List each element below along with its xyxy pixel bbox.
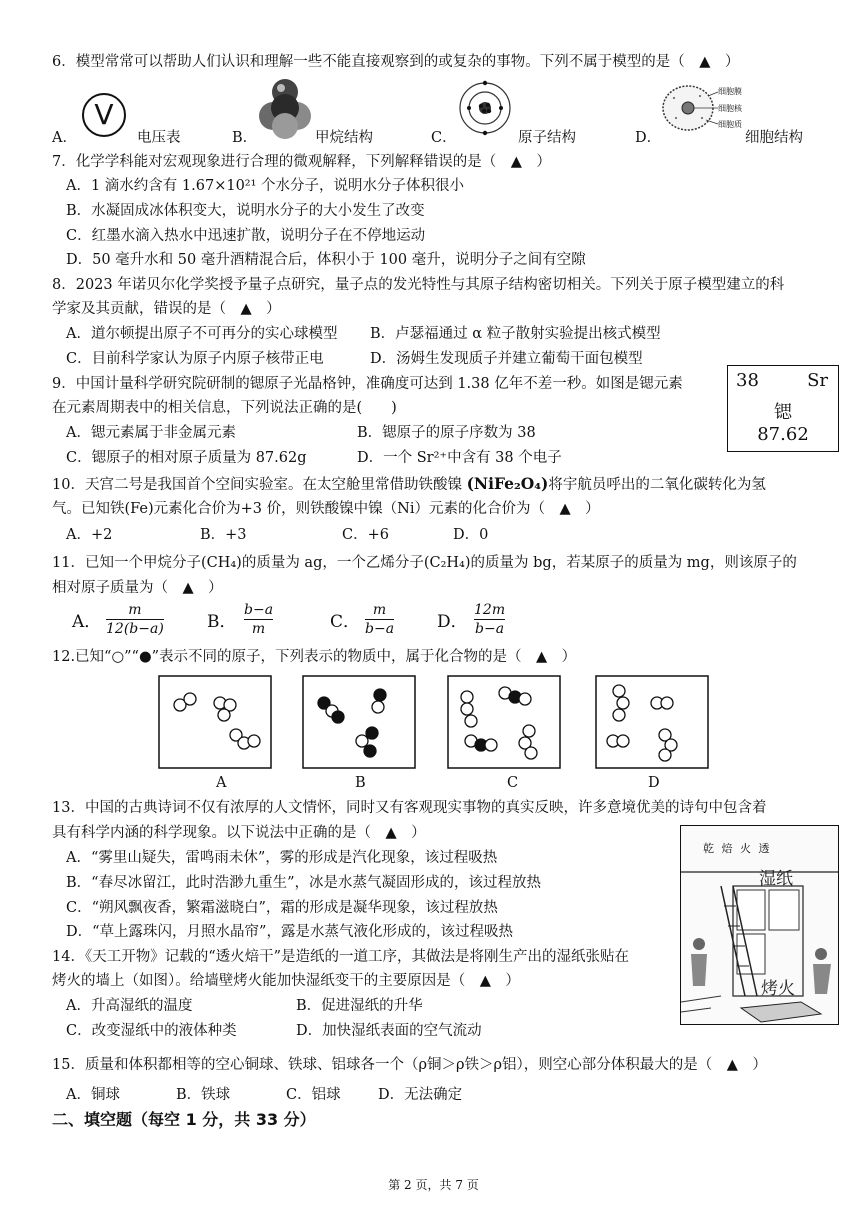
q11-opt-a-denominator: 12(b−a): [106, 621, 164, 637]
illustration-title: 乾 焙 火 透: [703, 842, 772, 855]
q10-stem-line2: 气。已知铁(Fe)元素化合价为+3 价，则铁酸镍中镍（Ni）元素的化合价为（ ▲ ）: [52, 501, 600, 517]
q10-stem-line1: [52, 474, 766, 495]
q14-opt-a: A．升高湿纸的温度: [66, 998, 193, 1014]
q13-opt-b: B．“春尽冰留江，此时浩渺九重生”，冰是水蒸气凝固形成的，该过程放热: [66, 875, 541, 891]
q6-opt-d-letter: D．: [635, 130, 662, 146]
q11-stem-line2: 相对原子质量为（ ▲ ）: [52, 580, 223, 596]
q6-opt-c-letter: C．: [431, 130, 457, 146]
q8-opt-b: B．卢瑟福通过 α 粒子散射实验提出核式模型: [370, 326, 661, 342]
q11-opt-d-fraction: [474, 602, 505, 637]
q12-box-c: [447, 675, 561, 769]
q14-opt-d: D．加快湿纸表面的空气流动: [296, 1023, 482, 1039]
element-name: 锶: [774, 402, 792, 423]
q12-caption-a: A: [216, 775, 227, 791]
q8-stem-line2: 学家及其贡献，错误的是（ ▲ ）: [52, 301, 281, 317]
q6-opt-d-label: 细胞结构: [745, 130, 803, 146]
q15-opt-a: A．铜球: [66, 1087, 120, 1103]
page-footer: 第 2 页，共 7 页: [388, 1178, 479, 1192]
q8-opt-c: C．目前科学家认为原子内原子核带正电: [66, 351, 324, 367]
q8-opt-a: A．道尔顿提出原子不可再分的实心球模型: [66, 326, 338, 342]
q6-stem: 6．模型常常可以帮助人们认识和理解一些不能直接观察到的或复杂的事物。下列不属于模型的是（ ▲ ）: [52, 54, 740, 70]
voltmeter-icon: V: [82, 93, 126, 137]
element-number: 38: [736, 370, 759, 391]
q12-caption-c: C: [507, 775, 519, 791]
q7-opt-a: A．1 滴水约含有 1.67×10²¹ 个水分子，说明水分子体积很小: [66, 178, 465, 194]
q7-opt-c: C．红墨水滴入热水中迅速扩散，说明分子在不停地运动: [66, 228, 426, 244]
q8-stem-line1: 8．2023 年诺贝尔化学奖授予量子点研究，量子点的发光特性与其原子结构密切相关。下列关于原子模型建立的科: [52, 277, 785, 293]
q11-opt-a-fraction: [106, 602, 164, 637]
q10-opt-b: B．+3: [200, 527, 247, 543]
q14-opt-c: C．改变湿纸中的液体种类: [66, 1023, 237, 1039]
paper-drying-illustration: [680, 825, 839, 1025]
element-mass: 87.62: [757, 424, 809, 445]
methane-model-icon: [255, 78, 315, 140]
q9-opt-c: C．锶原子的相对原子质量为 87.62g: [66, 450, 307, 466]
q9-stem-line2: 在元素周期表中的相关信息，下列说法正确的是( ): [52, 400, 397, 416]
section-2-heading: 二、填空题（每空 1 分，共 33 分）: [52, 1110, 316, 1129]
q11-opt-b-fraction: [244, 602, 273, 637]
element-symbol: Sr: [807, 370, 828, 391]
q11-opt-c-denominator: b−a: [365, 621, 395, 637]
q12-caption-d: D: [648, 775, 660, 791]
q13-opt-c: C．“朔风飘夜香，繁霜滋晓白”，霜的形成是凝华现象，该过程放热: [66, 900, 498, 916]
q13-opt-a: A．“雾里山疑失，雷鸣雨未休”，雾的形成是汽化现象，该过程吸热: [66, 850, 498, 866]
q11-opt-b-denominator: m: [251, 621, 266, 637]
q10-formula: (NiFe₂O₄): [466, 474, 549, 493]
q14-stem-line2: 烤火的墙上（如图）。给墙壁烤火能加快湿纸变干的主要原因是（ ▲ ）: [52, 973, 520, 989]
q10-stem-part2: 将宇航员呼出的二氧化碳转化为氢: [548, 477, 766, 493]
q11-opt-a-letter: A．: [72, 612, 102, 632]
cell-membrane-label: 细胞膜: [718, 87, 742, 96]
q15-opt-b: B．铁球: [176, 1087, 231, 1103]
wet-paper-label: 湿纸: [759, 869, 793, 889]
q11-opt-d-denominator: b−a: [475, 621, 505, 637]
fire-label: 烤火: [761, 979, 795, 999]
q7-opt-b: B．水凝固成冰体积变大，说明水分子的大小发生了改变: [66, 203, 425, 219]
q13-stem-line1: 13．中国的古典诗词不仅有浓厚的人文情怀，同时又有客观现实事物的真实反映，许多意境优美的诗句中包含着: [52, 800, 767, 816]
q6-opt-b-letter: B．: [232, 130, 258, 146]
q12-box-b: [302, 675, 416, 769]
q12-box-a: [158, 675, 272, 769]
q11-opt-c-letter: C．: [330, 612, 361, 632]
cell-structure-icon: [660, 82, 720, 134]
q10-opt-c: C．+6: [342, 527, 389, 543]
q11-opt-b-letter: B．: [207, 612, 237, 632]
q11-opt-b-numerator: b−a: [244, 602, 274, 618]
q8-opt-d: D．汤姆生发现质子并建立葡萄干面包模型: [370, 351, 643, 367]
q15-stem: 15．质量和体积都相等的空心铜球、铁球、铝球各一个（ρ铜＞ρ铁＞ρ铝），则空心部分体积最大的是（ ▲ ）: [52, 1057, 767, 1073]
q11-stem-line1: 11．已知一个甲烷分子(CH₄)的质量为 ag，一个乙烯分子(C₂H₄)的质量为 bg，若某原子的质量为 mg，则该原子的: [52, 555, 797, 571]
q7-stem: 7．化学学科能对宏观现象进行合理的微观解释，下列解释错误的是（ ▲ ）: [52, 154, 551, 170]
q9-opt-a: A．锶元素属于非金属元素: [66, 425, 236, 441]
cell-nucleus-label: 细胞核: [718, 104, 742, 113]
q15-opt-c: C．铝球: [286, 1087, 341, 1103]
q11-opt-c-fraction: [365, 602, 394, 637]
q9-opt-d: D．一个 Sr²⁺中含有 38 个电子: [357, 450, 562, 466]
q10-opt-d: D．0: [453, 527, 489, 543]
q11-opt-a-numerator: m: [128, 602, 142, 618]
q15-opt-d: D．无法确定: [378, 1087, 463, 1103]
q11-opt-d-numerator: 12m: [474, 602, 506, 618]
q12-box-d: [595, 675, 709, 769]
q7-opt-d: D．50 毫升水和 50 毫升酒精混合后，体积小于 100 毫升，说明分子之间有空隙: [66, 252, 586, 268]
q10-opt-a: A．+2: [66, 527, 113, 543]
strontium-element-card: [727, 365, 839, 452]
q14-opt-b: B．促进湿纸的升华: [296, 998, 423, 1014]
cytoplasm-label: 细胞质: [718, 120, 742, 129]
q12-stem: 12.已知“○”“●”表示不同的原子，下列表示的物质中，属于化合物的是（ ▲ ）: [52, 649, 577, 665]
atom-structure-icon: [457, 80, 513, 136]
q13-stem-line2: 具有科学内涵的科学现象。以下说法中正确的是（ ▲ ）: [52, 825, 426, 841]
q6-opt-b-label: 甲烷结构: [315, 130, 373, 146]
q10-stem-part1: 10．天宫二号是我国首个空间实验室。在太空舱里常借助铁酸镍: [52, 477, 467, 493]
q6-opt-a-label: 电压表: [137, 130, 181, 146]
q6-opt-a-letter: A．: [52, 130, 77, 146]
q6-opt-c-label: 原子结构: [518, 130, 576, 146]
q14-stem-line1: 14．《天工开物》记载的“透火焙干”是造纸的一道工序，其做法是将刚生产出的湿纸张贴在: [52, 949, 630, 965]
q12-caption-b: B: [355, 775, 366, 791]
q11-opt-d-letter: D．: [437, 612, 468, 632]
q11-opt-c-numerator: m: [372, 602, 387, 618]
q9-opt-b: B．锶原子的原子序数为 38: [357, 425, 536, 441]
q9-stem-line1: 9．中国计量科学研究院研制的锶原子光晶格钟，准确度可达到 1.38 亿年不差一秒。如图是锶元素: [52, 376, 683, 392]
q13-opt-d: D．“草上露珠闪，月照水晶帘”，露是水蒸气液化形成的，该过程吸热: [66, 924, 513, 940]
